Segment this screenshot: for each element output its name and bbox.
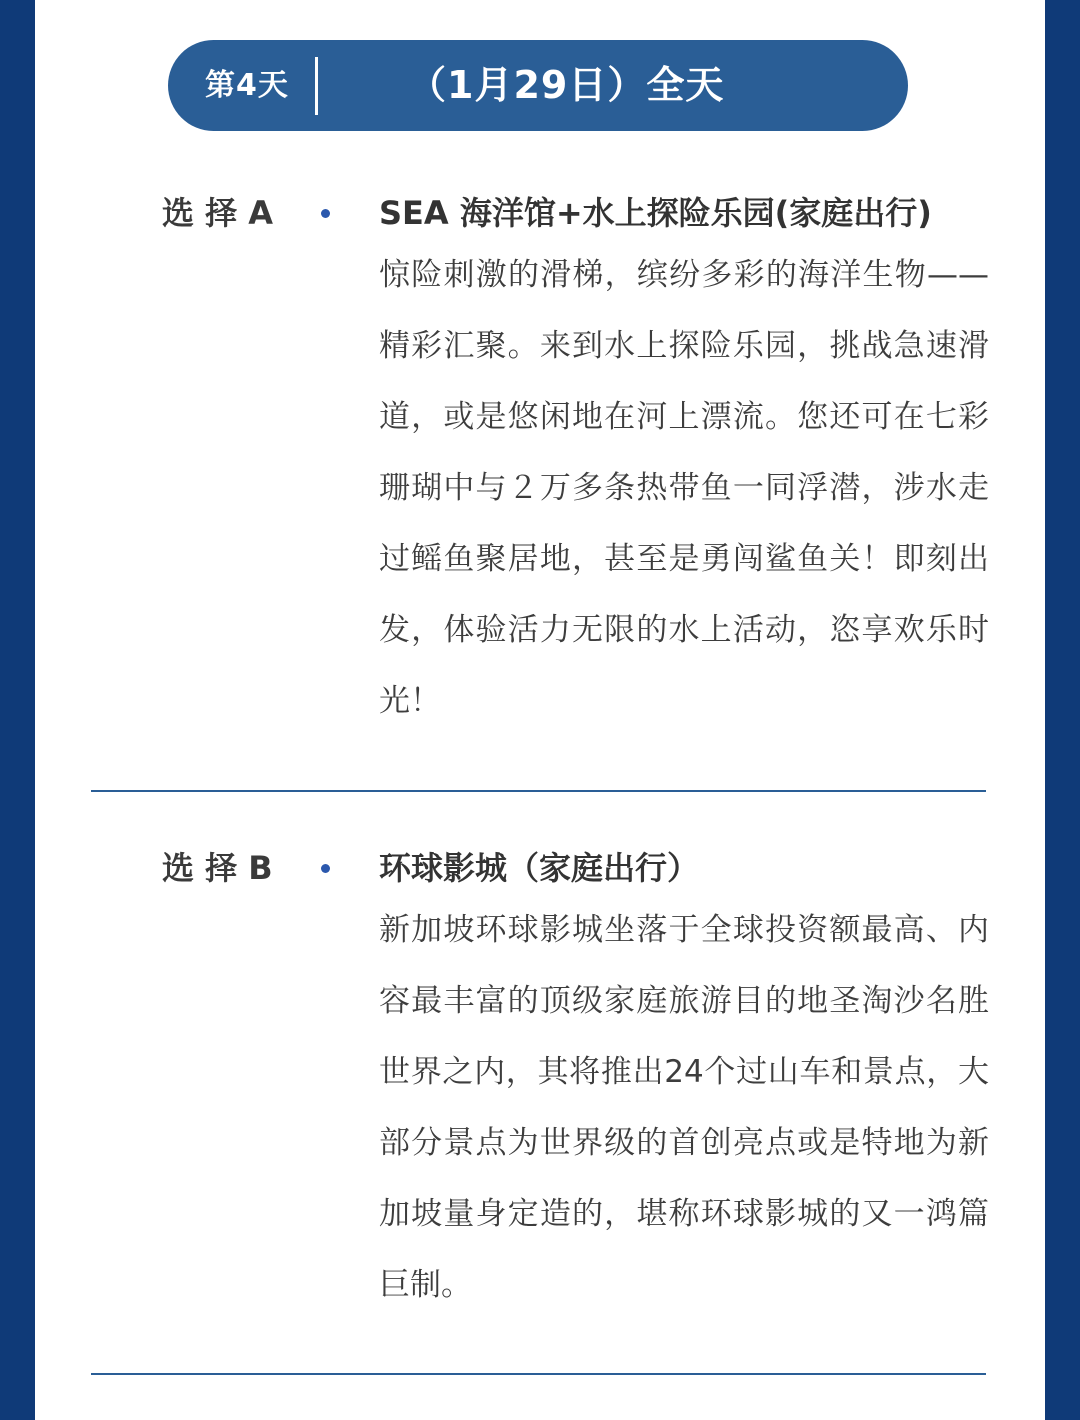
bullet-dot-icon bbox=[321, 209, 330, 218]
day-header bbox=[168, 40, 908, 131]
option-b-label: 选 择 B bbox=[162, 849, 273, 887]
option-a-label: 选 择 A bbox=[162, 194, 274, 232]
bullet-dot-icon bbox=[321, 864, 330, 873]
option-a-description: 惊险刺激的滑梯，缤纷多彩的海洋生物——精彩汇聚。来到水上探险乐园，挑战急速滑道，或是悠闲地在河上漂流。您还可在七彩珊瑚中与２万多条热带鱼一同浮潜，涉水走过鳐鱼聚居地，甚至是勇闯鲨鱼关！即刻出发，体验活力无限的水上活动，恣享欢乐时光！ bbox=[379, 257, 989, 719]
option-a-title: SEA 海洋馆+水上探险乐园(家庭出行) bbox=[379, 194, 932, 232]
day-date: （1月29日）全天 bbox=[408, 63, 725, 107]
content-card bbox=[35, 0, 1045, 1420]
day-label: 第4天 bbox=[205, 68, 289, 103]
day-header-divider bbox=[315, 57, 318, 115]
section-divider bbox=[91, 790, 986, 792]
option-b-title: 环球影城（家庭出行） bbox=[379, 849, 700, 887]
option-b-description: 新加坡环球影城坐落于全球投资额最高、内容最丰富的顶级家庭旅游目的地圣淘沙名胜世界之内，其将推出24个过山车和景点，大部分景点为世界级的首创亮点或是特地为新加坡量身定造的，堪称环球影城的又一鸿篇巨制。 bbox=[379, 912, 989, 1303]
section-divider bbox=[91, 1373, 986, 1375]
